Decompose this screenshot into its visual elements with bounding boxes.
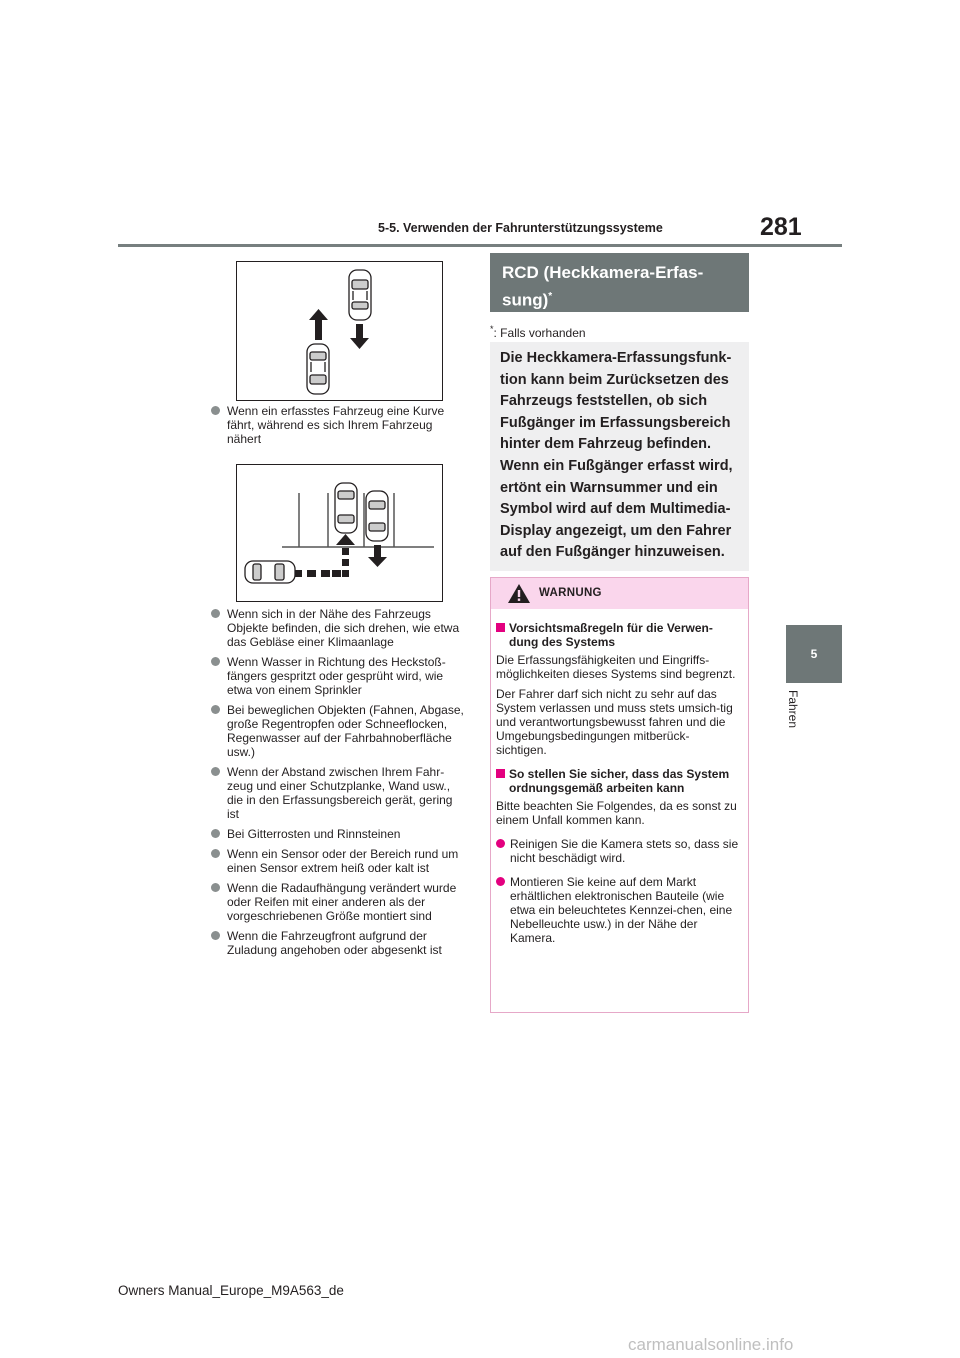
car-icon <box>366 491 388 541</box>
footnote-mark: * <box>490 324 494 334</box>
warning-paragraph: Die Erfassungsfähigkeiten und Eingriffs-möglichkeiten dieses Systems sind begrenzt. <box>496 653 736 681</box>
list-item: Montieren Sie keine auf dem Markt erhältlichen elektronischen Bauteile (wie etwa ein beleuchtetes Kennzei-chen, eine Nebelleuchte usw.) in der Nähe der Kamera. <box>496 875 740 945</box>
list-item: Bei Gitterrosten und Rinnsteinen <box>211 827 467 841</box>
list-item: Wenn ein erfasstes Fahrzeug eine Kurve fährt, während es sich Ihrem Fahrzeug nähert <box>211 404 461 446</box>
warning-paragraph: Bitte beachten Sie Folgendes, da es sonst zu einem Unfall kommen kann. <box>496 799 737 827</box>
section-title: 5-5. Verwenden der Fahrunterstützungssysteme <box>378 221 663 235</box>
bullet-icon <box>211 883 220 892</box>
footnote <box>490 324 586 340</box>
bullet-icon <box>211 849 220 858</box>
chapter-label <box>772 690 812 750</box>
header-rule <box>118 244 842 247</box>
watermark: carmanualsonline.info <box>628 1335 794 1354</box>
bullet-icon <box>211 931 220 940</box>
intro-box: Die Heckkamera-Erfassungsfunk-tion kann beim Zurücksetzen des Fahrzeugs feststellen, ob sich Fußgänger im Erfassungsbereich hinter dem Fahrzeug befinden. Wenn ein Fußgänger erfasst wird, ertönt ein Warnsummer und ein Symbol wird auf dem Multimedia-Display angezeigt, um den Fahrer auf den Fußgänger hinzuweisen. <box>490 342 749 571</box>
list-item: Wenn der Abstand zwischen Ihrem Fahr-zeug und einer Schutzplanke, Wand usw., die in den Erfassungsbereich gerät, gering ist <box>211 765 467 821</box>
footnote-text: : Falls vorhanden <box>493 326 586 340</box>
bullet-icon <box>211 609 220 618</box>
car-icon <box>349 270 371 320</box>
bullet-icon <box>496 877 505 886</box>
bullet-icon <box>211 829 220 838</box>
section-heading: RCD (Heckkamera-Erfas- sung)* <box>490 253 749 312</box>
figure-parking-lot <box>236 464 443 602</box>
figure-parking-lot-drawing <box>237 465 442 601</box>
chapter-tab-number: 5 <box>786 625 842 683</box>
car-icon <box>245 561 295 583</box>
list-item: Wenn Wasser in Richtung des Heckstoß-fängers gespritzt oder gesprüht wird, wie etwa von einem Sprinkler <box>211 655 467 697</box>
list-item: Wenn ein Sensor oder der Bereich rund um einen Sensor extrem heiß oder kalt ist <box>211 847 467 875</box>
footer-text: Owners Manual_Europe_M9A563_de <box>118 1283 344 1298</box>
arrow-down-icon <box>350 324 369 349</box>
list-item: Bei beweglichen Objekten (Fahnen, Abgase, große Regentropfen oder Schneeflocken, Regenwasser auf der Fahrbahnoberfläche usw.) <box>211 703 467 759</box>
list-item: Wenn die Radaufhängung verändert wurde oder Reifen mit einer anderen als der vorgeschriebenen Größe montiert sind <box>211 881 467 923</box>
arrow-down-icon <box>368 545 387 567</box>
bullet-icon <box>496 839 505 848</box>
heading-footnote-mark: * <box>548 291 553 302</box>
list-item: Wenn die Fahrzeugfront aufgrund der Zuladung angehoben oder abgesenkt ist <box>211 929 467 957</box>
warning-title: WARNUNG <box>539 587 602 599</box>
square-bullet-icon <box>496 623 505 632</box>
warning-header <box>491 578 748 609</box>
bullet-icon <box>211 767 220 776</box>
page-number: 281 <box>760 213 802 241</box>
warning-box <box>490 577 749 1013</box>
bullet-list-a <box>211 404 461 446</box>
warning-subheading: Vorsichtsmaßregeln für die Verwen-dung des Systems <box>496 621 740 649</box>
warning-body <box>491 609 748 945</box>
arrow-up-icon <box>309 309 328 340</box>
car-icon <box>307 344 329 394</box>
warning-icon <box>507 583 531 604</box>
warning-subheading: So stellen Sie sicher, dass das System ordnungsgemäß arbeiten kann <box>496 767 740 795</box>
arrow-up-icon <box>336 534 355 545</box>
bullet-icon <box>211 705 220 714</box>
chapter-label-text: Fahren <box>786 690 800 729</box>
list-item: Wenn sich in der Nähe des Fahrzeugs Objekte befinden, die sich drehen, wie etwa das Gebläse einer Klimaanlage <box>211 607 467 649</box>
warning-paragraph: Der Fahrer darf sich nicht zu sehr auf das System verlassen und muss stets umsich-tig und verantwortungsbewusst fahren und die Umgebungsbedingungen mitberück-sichtigen. <box>496 687 733 757</box>
bullet-icon <box>211 406 220 415</box>
square-bullet-icon <box>496 769 505 778</box>
bullet-list-b <box>211 607 467 957</box>
bullet-icon <box>211 657 220 666</box>
dashed-path <box>293 548 349 577</box>
list-item: Reinigen Sie die Kamera stets so, dass sie nicht beschädigt wird. <box>496 837 740 865</box>
car-icon <box>335 483 357 533</box>
figure-approaching-vehicle-drawing <box>237 262 442 400</box>
figure-approaching-vehicle <box>236 261 443 401</box>
